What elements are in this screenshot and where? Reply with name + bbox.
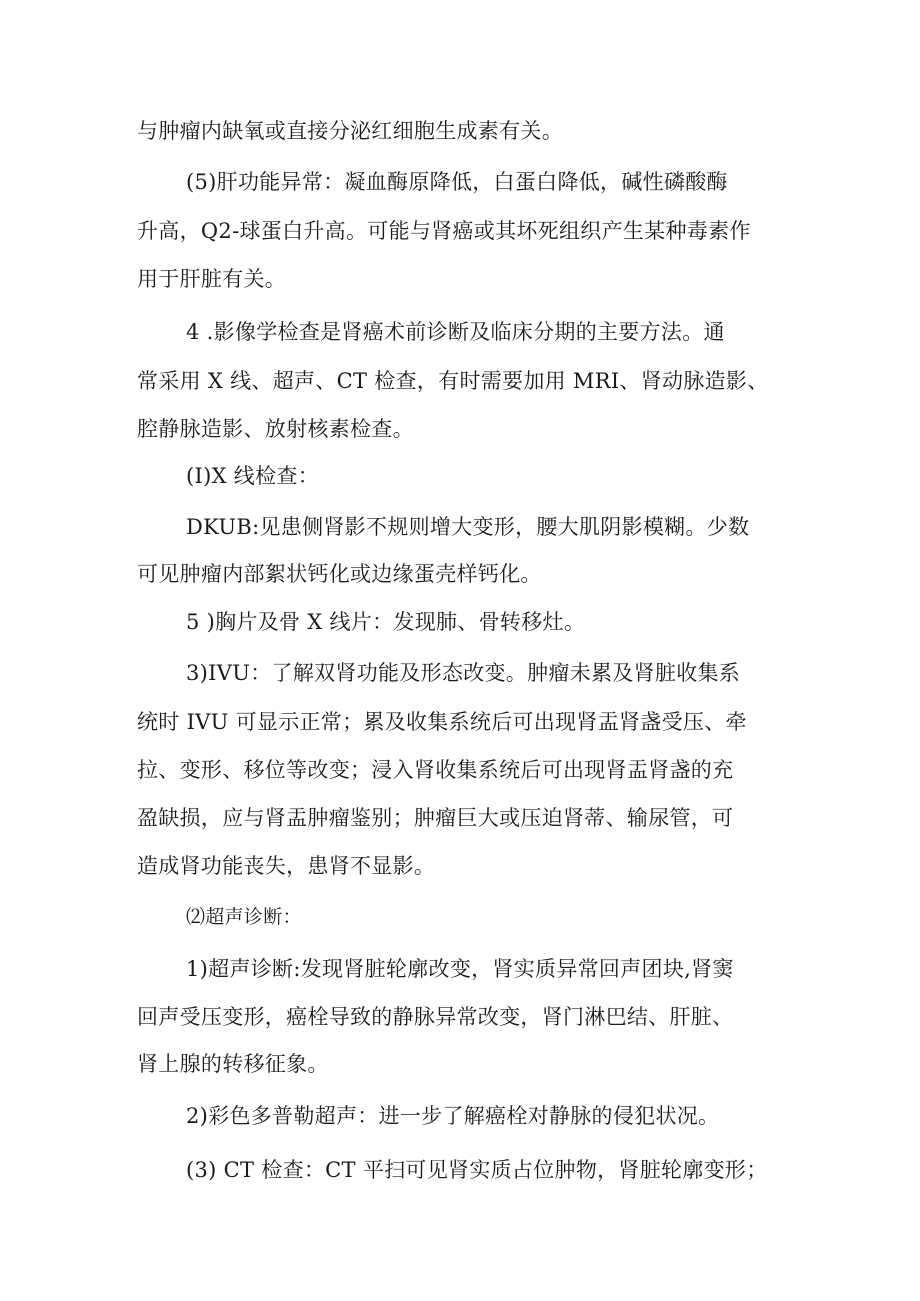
text-line-3: 升高，Q2-球蛋白升高。可能与肾癌或其坏死组织产生某种毒素作 [137,219,751,243]
text-line-18: 1)超声诊断:发现肾脏轮廓改变，肾实质异常回声团块,肾窦 [186,957,734,981]
text-line-6: 常采用 X 线、超声、CT 检查，有时需要加用 MRI、肾动脉造影、 [137,369,769,393]
text-line-17: ⑵超声诊断： [186,906,302,928]
text-line-20: 肾上腺的转移征象。 [137,1052,329,1076]
text-line-4: 用于肝脏有关。 [137,267,287,291]
text-line-7: 腔静脉造影、放射核素检查。 [137,417,414,441]
text-line-21: 2)彩色多普勒超声：进一步了解癌栓对静脉的侵犯状况。 [186,1104,720,1128]
text-line-22: (3) CT 检查：CT 平扫可见肾实质占位肿物，肾脏轮廓变形； [186,1158,768,1182]
text-line-19: 回声受压变形，癌栓导致的静脉异常改变，肾门淋巴结、肝脏、 [137,1005,734,1029]
text-line-12: 3)IVU：了解双肾功能及形态改变。肿瘤未累及肾脏收集系 [186,661,741,685]
text-line-10: 可见肿瘤内部絮状钙化或边缘蛋壳样钙化。 [137,562,542,586]
text-line-16: 造成肾功能丧失，患肾不显影。 [137,854,436,878]
text-line-11: 5 )胸片及骨 X 线片：发现肺、骨转移灶。 [186,610,586,634]
text-line-8: (I)X 线检查： [186,464,320,488]
text-line-2: (5)肝功能异常：凝血酶原降低，白蛋白降低，碱性磷酸酶 [186,170,728,194]
text-line-15: 盈缺损，应与肾盂肿瘤鉴别；肿瘤巨大或压迫肾蒂、输尿管，可 [137,806,734,830]
text-line-13: 统时 IVU 可显示正常；累及收集系统后可出现肾盂肾盏受压、牵 [137,710,747,734]
text-line-14: 拉、变形、移位等改变；浸入肾收集系统后可出现肾盂肾盏的充 [137,758,734,782]
text-line-9: DKUB:见患侧肾影不规则增大变形，腰大肌阴影模糊。少数 [186,515,750,539]
text-line-5: 4 .影像学检查是肾癌术前诊断及临床分期的主要方法。通 [186,320,725,344]
text-line-1: 与肿瘤内缺氧或直接分泌红细胞生成素有关。 [137,119,563,143]
